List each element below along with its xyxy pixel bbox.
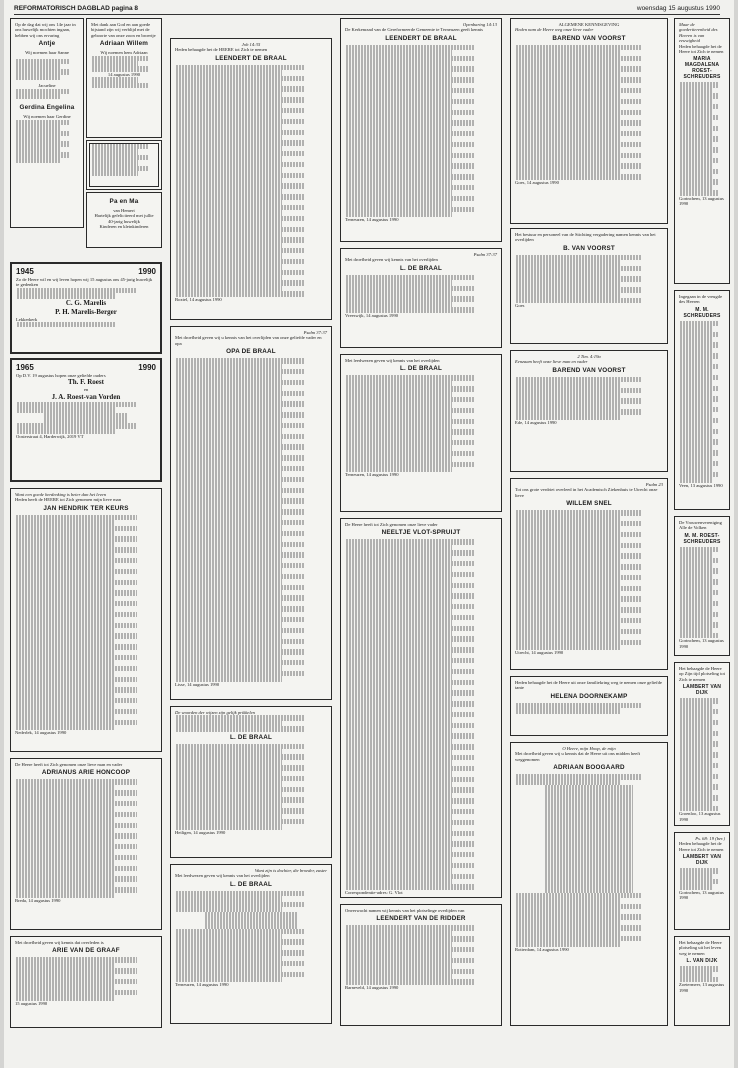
birth-ad-antje: Op de dag dat wij ons 14e jaar in ons huwelijk mochten ingaan, hebben wij ons ervaring Antje Wij noemen haar Sanne Jacueline Gerdina Engelina Wij noemen haar Gerdine — [10, 18, 84, 228]
obituary-vlot-spruijt: De Heere heeft tot Zich genomen onze lieve vader NEELTJE VLOT-SPRUIJT Correspondentie-adres: G. Vlot — [340, 518, 502, 898]
anniversary-ad-pa-ma: Pa en Ma van Hemert Hartelijk gefeliciteerd met jullie 40-jarig huwelijk Kinderen en kleinkinderen — [86, 192, 162, 248]
anniversary-ad-1965: 1965 1990 Op D.V. 19 augustus hopen onze geliefde ouders Th. F. Roest en J. A. Roest-van Vorden Oosterstraat 4, Harderwijk, 2019 VT — [10, 358, 162, 482]
obituary-van-dijk-3: Het behaagde de Heere plotseling uit het leven weg te nemen L. VAN DIJK Zoetermeer, 13 augustus 1990 — [674, 936, 730, 1026]
obituary-van-dijk-1: Het behaagde de Heere op Zijn tijd plotseling tot Zich te nemen LAMBERT VAN DIJK Groenloo, 13 augustus 1990 — [674, 662, 730, 826]
anniversary-ad-1945: 1945 1990 Zo de Heere wil en wij leven hopen wij 15 augustus ons 45-jarig huwelijk te gedenken C. G. Marelis P. H. Marelis-Berger Lekkerkerk — [10, 262, 162, 354]
obituary-de-braal-1: Job 14:35 Heden behaagde het de HEERE tot Zich te nemen LEENDERT DE BRAAL Boxtel, 14 augustus 1990 — [170, 38, 332, 320]
obituary-schreuders: Ingegaan in de vreugde des Heeren M. M. SCHREUDERS Veen, 13 augustus 1990 — [674, 290, 730, 510]
child-name-2: Gerdina Engelina — [19, 104, 75, 112]
child-name: Adriaan Willem — [99, 40, 149, 48]
obituary-opa-de-braal: Psalm 37:37 Met droefheid geven wij u kennis van het overlijden van onze geliefde vader en opa OPA DE BRAAL Lisse, 14 augustus 1990 — [170, 326, 332, 700]
obituary-honcoop: De Heere heeft tot Zich genomen onze lieve man en vader ADRIANUS ARIE HONCOOP Breda, 14 augustus 1990 — [10, 758, 162, 930]
small-notice — [86, 140, 162, 190]
page-header — [14, 2, 720, 15]
obituary-van-de-ridder: Onverwacht namen wij kennis van het plotselinge overlijden van LEENDERT VAN DE RIDDER Barneveld, 14 augustus 1990 — [340, 904, 502, 1026]
obituary-boogaard: O Heere, mijn Hoop, de mijn Met droefheid geven wij u kennis dat de Heere uit ons midden heeft weggenomen ADRIAAN BOOGAARD Rotterdam, 14 augustus 1990 — [510, 742, 668, 1026]
obituary-de-braal-6: Psalm 37:37 Met droefheid geven wij kennis van het overlijden L. DE BRAAL Vreeswijk, 14 augustus 1990 — [340, 248, 502, 348]
obituary-roest-schreuders: Maar de goedertierenheid des Heeren is van eeuwigheid Heden behaagde het de Heere tot Zich te nemen MARIA MAGDALENA ROEST-SCHREUDERS Gorinchem, 13 augustus 1990 — [674, 18, 730, 284]
obituary-van-voorst-1: ALGEMENE KENNISGEVING Heden nam de Heere weg onze lieve vader BAREND VAN VOORST Goes, 14 augustus 1990 — [510, 18, 668, 224]
obituary-de-braal-7: Met leedwezen geven wij kennis van het overlijden L. DE BRAAL Terneuzen, 14 augustus 1990 — [340, 354, 502, 512]
obituary-de-braal-3: De woorden der wijzen zijn gelijk prikkelen L. DE BRAAL Heiligen, 14 augustus 1990 — [170, 706, 332, 858]
paper-name: REFORMATORISCH DAGBLAD pagina 8 — [14, 4, 138, 12]
obituary-ter-keurs: Want een goede herdenking is beter dan het leven Heden heeft de HEERE tot Zich genomen mijn lieve man JAN HENDRIK TER KEURS Nederlek, 14 augustus 1990 — [10, 488, 162, 752]
obituary-van-de-graaf: Met droefheid geven wij kennis dat overleden is ARIE VAN DE GRAAF 15 augustus 1990 — [10, 936, 162, 1028]
newspaper-page — [4, 0, 734, 1068]
paper-date: woensdag 15 augustus 1990 — [636, 4, 720, 12]
notice-roest-schreuders-2: De Vrouwenvereniging Alle de Volken M. M. ROEST-SCHREUDERS Gorinchem, 13 augustus 1990 — [674, 516, 730, 656]
obituary-van-dijk-2: Ps. 68: 19 (ber.) Heden behaagde het de Heere tot Zich te nemen LAMBERT VAN DIJK Gorinchem, 13 augustus 1990 — [674, 832, 730, 930]
obituary-snel: Psalm 23 Tot ons grote verdriet overleed in het Academisch Ziekenhuis te Utrecht onze lieve WILLEM SNEL Utrecht, 14 augustus 1990 — [510, 478, 668, 670]
obituary-de-braal-5: Openbaring 14:13 De Kerkenraad van de Gereformeerde Gemeente te Terneuzen geeft kennis LEENDERT DE BRAAL Terneuzen, 14 augustus 1990 — [340, 18, 502, 242]
obituary-van-voorst-3: 2 Tim. 4:19a Eenzaam heeft onze lieve man en vader BAREND VAN VOORST Ede, 14 augustus 1990 — [510, 350, 668, 472]
obituary-van-voorst-2: Het bestuur en personeel van de Stichting vergadering namen kennis van het overlijden B. VAN VOORST Goes — [510, 228, 668, 344]
obituary-de-braal-4: Want zijn is dochter, die broeder, zuster Met leedwezen geven wij kennis van het overlijden L. DE BRAAL Terneuzen, 14 augustus 1990 — [170, 864, 332, 1024]
obituary-helena-doornekamp: Heden behaagde het de Heere uit onze familiekring weg te nemen onze geliefde tante HELENA DOORNEKAMP — [510, 676, 668, 736]
child-name: Antje — [38, 40, 56, 48]
birth-ad-adriaan: Met dank aan God en aan goede bijstand zijn wij verblijd met de geboorte van onze zoon en broertje Adriaan Willem Wij noemen hem Adriaan 14 augustus 1990 — [86, 18, 162, 138]
